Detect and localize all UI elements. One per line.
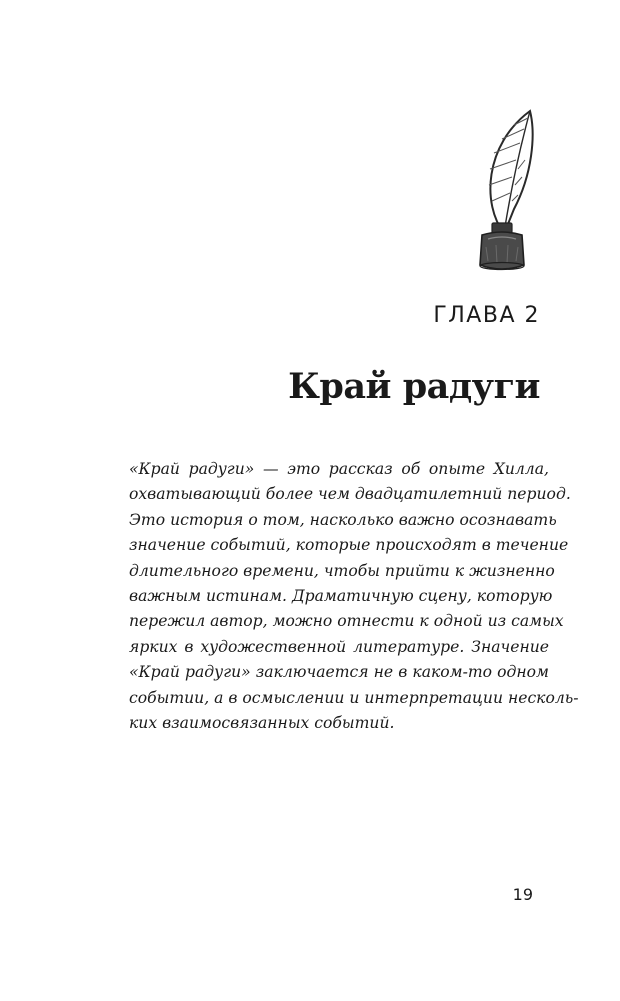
chapter-title: Край радуги bbox=[288, 366, 540, 407]
paragraph-line: пережил автор, можно отнести к одной из самых bbox=[129, 612, 564, 631]
quill-inkwell-icon bbox=[452, 105, 542, 277]
paragraph-line: значение событий, которые происходят в течение bbox=[129, 536, 569, 555]
paragraph-line: ких взаимосвязанных событий. bbox=[129, 714, 395, 733]
paragraph-line: «Край радуги» заключается не в каком-то одном bbox=[129, 663, 549, 682]
chapter-label: ГЛАВА 2 bbox=[433, 303, 540, 328]
paragraph-line: длительного времени, чтобы прийти к жизненно bbox=[129, 561, 555, 580]
paragraph-line: важным истинам. Драматичную сцену, которую bbox=[129, 587, 553, 606]
paragraph-line: событии, а в осмыслении и интерпретации несколь- bbox=[129, 688, 579, 707]
paragraph-line: охватывающий более чем двадцатилетний период. bbox=[129, 485, 571, 504]
paragraph-line: ярких в художественной литературе. Значение bbox=[129, 637, 549, 656]
paragraph-line: Это история о том, насколько важно осознавать bbox=[129, 510, 557, 529]
paragraph-line: «Край радуги» — это рассказ об опыте Хилла, bbox=[129, 460, 549, 478]
page-number: 19 bbox=[512, 885, 533, 904]
chapter-intro-paragraph bbox=[129, 457, 579, 736]
